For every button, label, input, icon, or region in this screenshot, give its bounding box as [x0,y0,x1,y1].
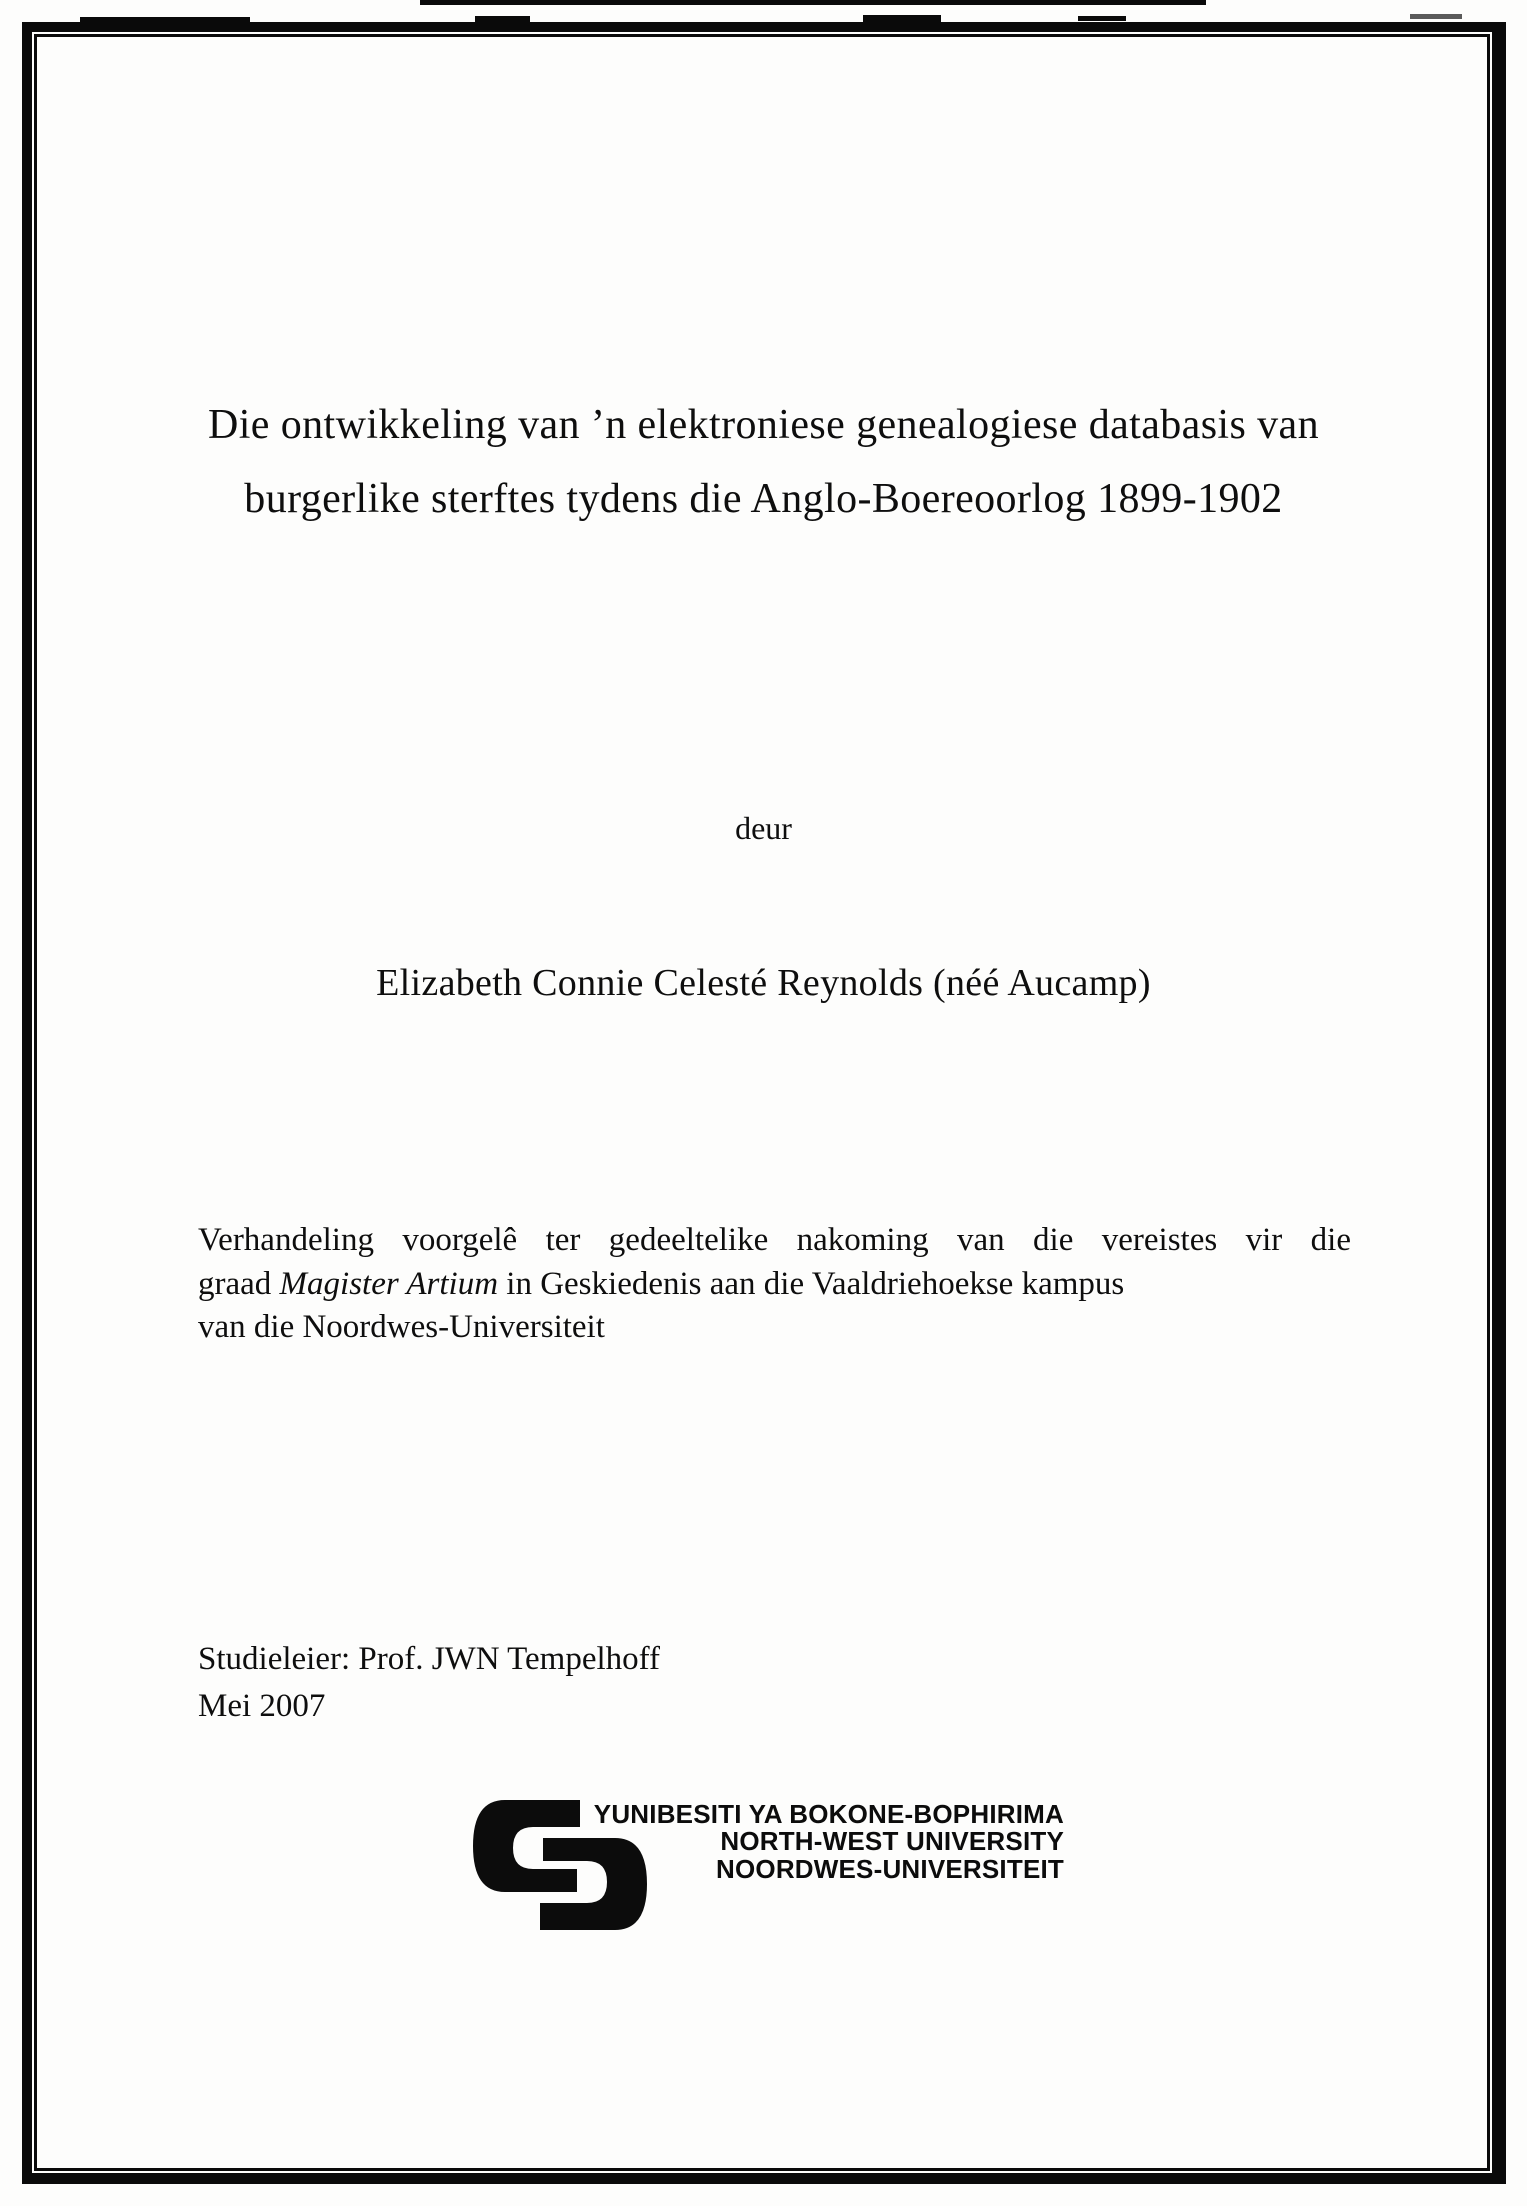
scan-artifact [863,15,941,22]
statement-line-2 [198,1263,1351,1307]
university-logo [467,1799,1067,1939]
scan-artifact [1078,16,1126,21]
statement-line-3: van die Noordwes-Universiteit [198,1309,605,1345]
statement-line-2-prefix: graad [198,1265,280,1302]
title-line-1: Die ontwikkeling van ’n elektroniese genealogiese databasis van [207,402,1319,448]
statement-line-1: Verhandeling voorgelê ter gedeeltelike nakoming van die vereistes vir die [198,1222,1351,1258]
title-line-2: burgerlike sterftes tydens die Anglo-Boereoorlog 1899-1902 [244,476,1283,522]
logo-line-english: NORTH-WEST UNIVERSITY [720,1826,1064,1857]
page-title [60,388,1467,536]
scan-artifact [420,0,1206,5]
scan-artifact [1410,14,1462,19]
university-logo-text [586,1801,1064,1883]
byline: deur [735,810,792,846]
author-name: Elizabeth Connie Celesté Reynolds (néé Aucamp) [376,962,1151,1004]
degree-statement [198,1219,1351,1350]
date-line: Mei 2007 [198,1688,326,1724]
logo-line-setswana: YUNIBESITI YA BOKONE-BOPHIRIMA [593,1799,1064,1829]
statement-line-2-suffix: in Geskiedenis aan die Vaaldriehoekse kampus [498,1265,1125,1302]
degree-name: Magister Artium [279,1265,499,1302]
logo-line-afrikaans: NOORDWES-UNIVERSITEIT [716,1853,1064,1884]
supervisor-line: Studieleier: Prof. JWN Tempelhoff [198,1641,661,1677]
